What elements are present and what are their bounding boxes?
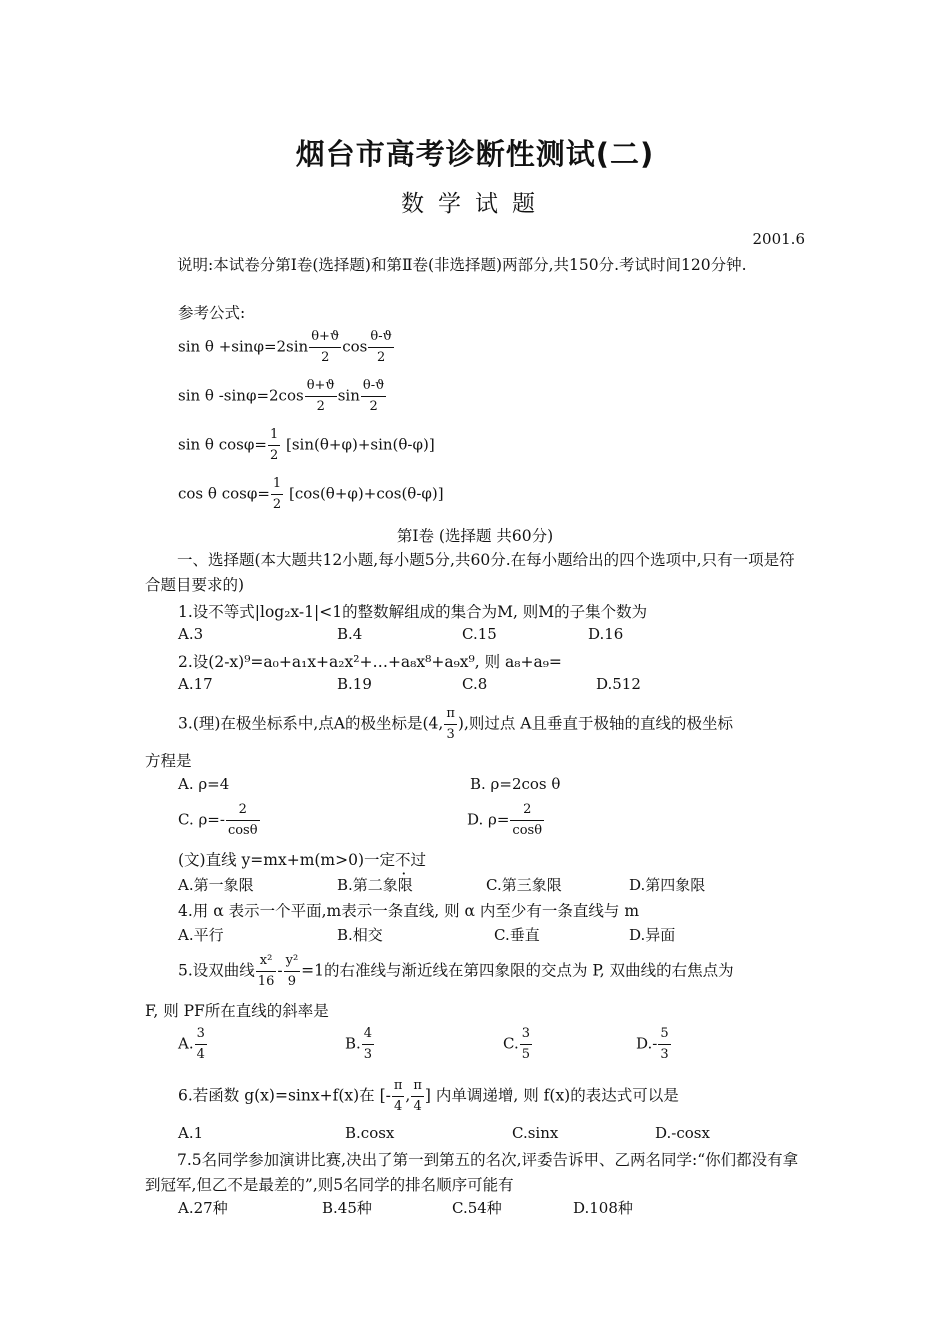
q5-stem-part-b: =1的右准线与渐近线在第四象限的交点为 P, 双曲线的右焦点为	[301, 961, 734, 980]
q3-option-c-den: cosθ	[227, 823, 258, 838]
q6-frac-left-num: π	[392, 1076, 405, 1097]
q5-stem-part-a: 5.设双曲线	[178, 961, 255, 980]
q6-stem-part-a: 6.若函数 g(x)=sinx+f(x)在 [-	[178, 1086, 391, 1105]
q6-frac-left	[392, 1076, 405, 1117]
q5-stem-continuation: F, 则 PF所在直线的斜率是	[145, 1002, 329, 1020]
q6-frac-right-num: π	[411, 1076, 424, 1097]
q3-wen-option-c: C.第三象限	[486, 876, 562, 894]
formula-1-frac-a	[309, 327, 341, 368]
q5-option-c-num: 3	[520, 1024, 532, 1045]
q5-option-d-den: 3	[660, 1047, 669, 1062]
q6-option-a: A.1	[178, 1124, 204, 1142]
formula-2-frac-b-den: 2	[369, 399, 378, 414]
q2-option-c: C.8	[462, 675, 488, 693]
formula-1-lhs: sin θ +sinφ=2sin	[178, 337, 309, 356]
q3-option-c-frac	[226, 800, 260, 841]
q5-frac-x	[256, 951, 277, 992]
formula-2-frac-a-den: 2	[316, 399, 325, 414]
q4-option-d: D.异面	[629, 926, 676, 944]
formula-4-frac-den: 2	[272, 497, 282, 512]
q2-option-b: B.19	[337, 675, 372, 693]
q3-stem	[178, 704, 733, 745]
q3-option-d-frac	[510, 800, 544, 841]
q6-comma: ,	[405, 1086, 411, 1105]
q5-option-a-num: 3	[195, 1024, 207, 1045]
formula-2-frac-b	[361, 376, 387, 417]
q5-frac-x-num: x²	[256, 951, 277, 972]
q3-option-d	[467, 800, 545, 841]
q5-option-d	[636, 1024, 672, 1065]
formula-4-rhs: [cos(θ+φ)+cos(θ-φ)]	[288, 484, 444, 503]
q3-wen-option-b: B.第二象限	[337, 876, 413, 894]
formula-4-frac-num: 1	[271, 474, 283, 495]
q2-option-a: A.17	[178, 675, 213, 693]
formula-4-frac	[271, 474, 283, 515]
q3-option-c	[178, 800, 261, 841]
page-title: 烟台市高考诊断性测试(二)	[295, 137, 655, 171]
q5-frac-x-den: 16	[257, 974, 275, 989]
q6-frac-right	[411, 1076, 424, 1117]
q6-frac-left-den: 4	[394, 1099, 403, 1114]
formula-2-frac-a	[305, 376, 337, 417]
formula-2	[178, 376, 387, 417]
q3-frac-den: 3	[446, 727, 455, 742]
q5-stem	[178, 951, 734, 992]
q5-option-b-label: B.	[345, 1034, 361, 1053]
formula-3-rhs: [sin(θ+φ)+sin(θ-φ)]	[286, 435, 435, 454]
formula-3-frac-num: 1	[268, 425, 280, 446]
q4-option-a: A.平行	[178, 926, 224, 944]
q5-option-b-num: 4	[362, 1024, 374, 1045]
formula-3	[178, 425, 435, 466]
page-subtitle: 数学试题	[401, 191, 549, 217]
q1-option-c: C.15	[462, 625, 497, 643]
q6-frac-right-den: 4	[413, 1099, 422, 1114]
q1-option-a: A.3	[178, 625, 204, 643]
q6-stem-part-b: ] 内单调递增, 则 f(x)的表达式可以是	[424, 1086, 679, 1105]
q5-option-d-num: 5	[658, 1024, 670, 1045]
q5-option-a-label: A.	[178, 1034, 194, 1053]
formula-1-frac-a-den: 2	[321, 350, 330, 365]
q3-option-c-num: 2	[226, 800, 260, 821]
q5-minus: -	[277, 961, 283, 980]
section-heading: 第Ⅰ卷 (选择题 共60分)	[396, 527, 554, 545]
q5-frac-y	[284, 951, 301, 992]
q3-wen-stem-a: (文)直线 y=mx+m(m>0)一定	[178, 851, 396, 869]
q1-option-b: B.4	[337, 625, 363, 643]
q3-wen-emphasis: 不	[395, 851, 411, 869]
q7-option-b: B.45种	[322, 1199, 372, 1217]
q3-option-d-label: D. ρ=	[467, 810, 510, 829]
q3-option-d-num: 2	[510, 800, 544, 821]
q5-option-a	[178, 1024, 208, 1065]
q5-option-d-frac	[658, 1024, 670, 1065]
q3-wen-stem	[178, 848, 426, 870]
q3-stem-continuation: 方程是	[145, 752, 192, 770]
formula-2-lhs: sin θ -sinφ=2cos	[178, 386, 304, 405]
q5-option-c-frac	[520, 1024, 532, 1065]
q5-option-a-frac	[195, 1024, 207, 1065]
q5-option-a-den: 4	[196, 1047, 205, 1062]
q3-option-d-den: cosθ	[512, 823, 543, 838]
q4-option-c: C.垂直	[494, 926, 540, 944]
formula-1-mid: cos	[342, 337, 368, 356]
q3-wen-stem-b: 过	[410, 851, 427, 869]
q4-option-b: B.相交	[337, 926, 383, 944]
q3-wen-option-d: D.第四象限	[629, 876, 706, 894]
formula-1-frac-b-den: 2	[376, 350, 386, 365]
q2-stem: 2.设(2-x)⁹=a₀+a₁x+a₂x²+…+a₈x⁸+a₉x⁹, 则 a₈+a₉=	[178, 653, 562, 671]
q7-option-c: C.54种	[452, 1199, 502, 1217]
q3-stem-part-b: ),则过点 A且垂直于极轴的直线的极坐标	[457, 714, 733, 733]
q3-option-b: B. ρ=2cos θ	[470, 775, 561, 793]
q6-option-c: C.sinx	[512, 1124, 559, 1142]
section-instructions: 一、选择题(本大题共12小题,每小题5分,共60分.在每小题给出的四个选项中,只有一项是符合题目要求的)	[145, 551, 795, 594]
q3-frac-num: π	[444, 704, 457, 725]
formula-1-frac-b-num: θ-ϑ	[368, 327, 394, 348]
q5-option-d-label: D.-	[636, 1034, 658, 1053]
q4-stem: 4.用 α 表示一个平面,m表示一条直线, 则 α 内至少有一条直线与 m	[178, 902, 640, 920]
q3-frac	[444, 704, 457, 745]
formula-1-frac-a-num: θ+ϑ	[309, 327, 341, 348]
q3-option-a: A. ρ=4	[178, 775, 230, 793]
formula-3-lhs: sin θ cosφ=	[178, 435, 267, 454]
exam-note: 说明:本试卷分第Ⅰ卷(选择题)和第Ⅱ卷(非选择题)两部分,共150分.考试时间120分钟.	[177, 256, 747, 274]
q6-stem	[178, 1076, 679, 1117]
q1-option-d: D.16	[588, 625, 624, 643]
q3-option-c-label: C. ρ=-	[178, 810, 225, 829]
q2-option-d: D.512	[596, 675, 641, 693]
formula-2-mid: sin	[337, 386, 360, 405]
q5-option-c-den: 5	[521, 1047, 530, 1062]
q3-wen-option-a: A.第一象限	[178, 876, 254, 894]
q6-option-b: B.cosx	[345, 1124, 395, 1142]
formula-1	[178, 327, 395, 368]
formula-label: 参考公式:	[178, 304, 246, 322]
q5-option-b-den: 3	[363, 1047, 373, 1062]
q6-option-d: D.-cosx	[655, 1124, 710, 1142]
q1-stem: 1.设不等式|log₂x-1|<1的整数解组成的集合为M, 则M的子集个数为	[178, 603, 648, 621]
q5-frac-y-den: 9	[287, 974, 297, 989]
formula-4-lhs: cos θ cosφ=	[178, 484, 270, 503]
exam-date: 2001.6	[752, 230, 805, 248]
q5-option-c-label: C.	[503, 1034, 519, 1053]
q5-option-b-frac	[362, 1024, 374, 1065]
formula-2-frac-a-num: θ+ϑ	[305, 376, 337, 397]
formula-1-frac-b	[368, 327, 394, 368]
formula-3-frac-den: 2	[269, 448, 279, 463]
q5-option-c	[503, 1024, 533, 1065]
formula-4	[178, 474, 444, 515]
q7-option-a: A.27种	[178, 1199, 228, 1217]
q7-option-d: D.108种	[573, 1199, 633, 1217]
formula-3-frac	[268, 425, 280, 466]
q5-frac-y-num: y²	[284, 951, 301, 972]
formula-2-frac-b-num: θ-ϑ	[361, 376, 387, 397]
q5-option-b	[345, 1024, 375, 1065]
q7-stem: 7.5名同学参加演讲比赛,决出了第一到第五的名次,评委告诉甲、乙两名同学:“你们都没有拿到冠军,但乙不是最差的”,则5名同学的排名顺序可能有	[145, 1151, 799, 1194]
q3-stem-part-a: 3.(理)在极坐标系中,点A的极坐标是(4,	[178, 714, 444, 733]
